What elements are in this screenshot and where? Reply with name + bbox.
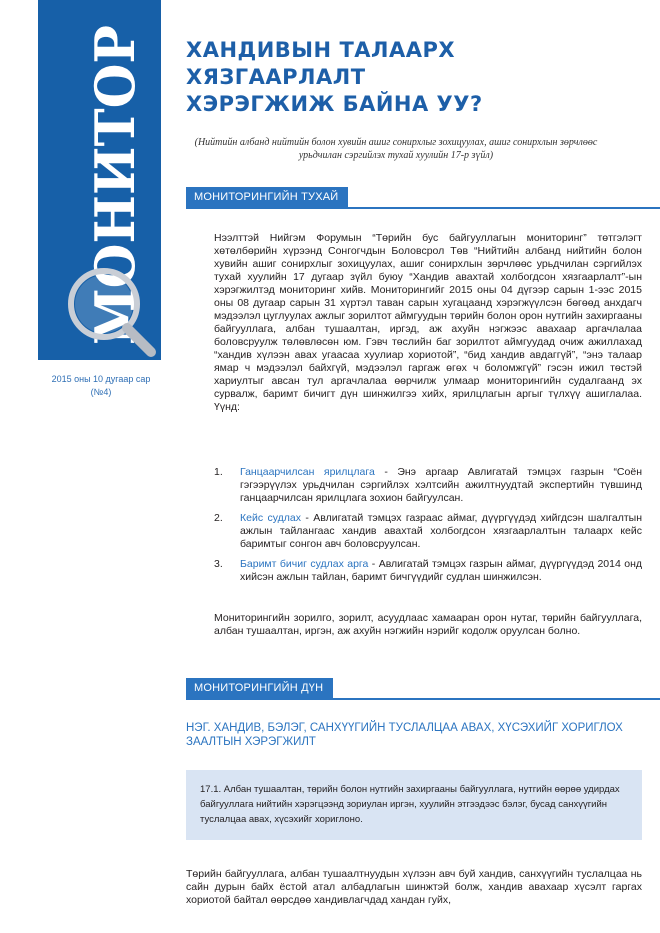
method-term: Баримт бичиг судлах арга — [240, 558, 369, 570]
list-item — [214, 512, 642, 551]
issue-month: 2015 оны 10 дугаар сар — [51, 374, 151, 384]
section-header-about — [186, 187, 660, 209]
list-item — [214, 558, 642, 584]
section-title-about: МОНИТОРИНГИЙН ТУХАЙ — [186, 187, 348, 207]
section-header-results — [186, 678, 660, 700]
list-number: 1. — [214, 466, 223, 478]
logo-text: МОНИТОР — [83, 8, 147, 345]
method-text: - Энэ аргаар Авлигатай тэмцэх газрын “Соён гэгээрүүлэх урьдчилан сэргийлэх хэлтсийн ажилтнуудтай экспертийн түвшинд ганцаарчилсан ярилцлага зохион байгуулсан. — [240, 466, 642, 504]
issue-number: (№4) — [90, 387, 112, 397]
results-paragraph: Төрийн байгууллага, албан тушаалтнуудын хүлээн авч буй хандив, санхүүгийн туслалцаа нь сайн дурын байх ёстой атал албадлагын шинжтэй болж, хандив авахаар хүсэлт гаргах хориотой байтал өөрсдөө хандивлагчдад хандан гуйх, — [186, 868, 642, 906]
brand-sidebar — [38, 0, 161, 360]
law-quote: 17.1. Албан тушаалтан, төрийн болон нутгийн захиргааны байгууллага, нутгийн өөрөө удирдах байгууллага нийтийн хэрэгцээнд зориулан иргэн, хуулийн этгээдээс бэлэг, бусад санхүүгийн туслалцаа авах, хүсэхийг хориглоно. — [186, 770, 642, 840]
list-item — [214, 466, 642, 505]
page-subtitle: (Нийтийн албанд нийтийн болон хувийн ашиг сонирхлыг зохицуулах, ашиг сонирхлын зөрчлөөс урьдчилан сэргийлэх тухай хуулийн 17-р зүйл) — [194, 137, 598, 161]
section-title-results: МОНИТОРИНГИЙН ДҮН — [186, 678, 333, 698]
method-text: - Авлигатай тэмцэх газрын аймаг, дүүргүүдэд 2014 онд хийсэн ажлын тайлан, баримт бичгүүдийг судлан шинжилсэн. — [240, 558, 642, 583]
about-closing: Мониторингийн зорилго, зорилт, асуудлаас хамааран орон нутаг, төрийн байгууллага, албан тушаалтан, иргэн, аж ахуйн нэгжийн нэрийг кодолж оруулсан болно. — [214, 612, 642, 637]
method-term: Кейс судлах — [240, 512, 301, 524]
list-number: 2. — [214, 512, 223, 524]
methods-list — [214, 466, 642, 591]
method-text: - Авлигатай тэмцэх газраас аймаг, дүүргүүдэд хийгдсэн шалгалтын ажлын тайлангаас хандив авахтай холбогдсон хязгаарлалтын талаарх кейс баримтыг сонгон авч боловсруулсан. — [240, 512, 643, 550]
page-title: ХАНДИВЫН ТАЛААРХ ХЯЗГААРЛАЛТ ХЭРЭГЖИЖ БАЙНА УУ? — [186, 38, 483, 116]
issue-date — [32, 373, 170, 399]
monitor-logo — [38, 0, 161, 360]
results-subheading: НЭГ. ХАНДИВ, БЭЛЭГ, САНХҮҮГИЙН ТУСЛАЛЦАА АВАХ, ХҮСЭХИЙГ ХОРИГЛОХ ЗААЛТЫН ХЭРЭГЖИЛТ — [186, 722, 623, 748]
method-term: Ганцаарчилсан ярилцлага — [240, 466, 375, 478]
about-intro: Нээлттэй Нийгэм Форумын “Төрийн бус байгууллагын мониторинг” төтгэлэгт хөтөлбөрийн хүрээнд Сонгогчдын Боловсрол Төв “Нийтийн албанд нийтийн болон хувийн ашиг сонирхлыг зохицуулах, ашиг сонирхлын зөрчлөөс урьдчилан сэргийлэх тухай хуулийн 17 дугаар зүйл буюу “Хандив авахтай холбогдсон хязгаарлалт”-ын хэрэгжилтэд мониторинг хийв. Мониторингийг 2015 оны 04 дүгээр сарын 1-ээс 2015 оны 08 дугаар сарын 31 хүртэл таван сарын хугацаанд хэрэгжүүлсэн бөгөөд анхдагч мэдээлэл цуглуулах ажлыг зорилтот аймгуудын төрийн болон орон нутгийн захиргааны байгууллага, албан тушаалтан, иргэд, аж ахуйн нэгжээс авахаар аргачлалаа боловсруулж төлөвлөсөн юм. Гэвч төслийн баг зорилтот аймгуудад очиж ажиллахад “хандив хүлээн авах угаасаа хуулиар хориотой”, “бид хандив авдаггүй”, “энэ талаар ямар ч мэдээлэл байхгүй, мэдээлэл гаргаж өгөх ч боломжгүй” гэсэн ижил төстэй хариултыг авсан тул аргачлалаа өөрчилж улмаар мониторингийн судалгаанд эх сурвалж, баримт бичигт дүн шинжилгээ хийх, ярилцлагын аргыг түлхүү ашиглалаа. Үүнд: — [214, 232, 642, 413]
list-number: 3. — [214, 558, 223, 570]
